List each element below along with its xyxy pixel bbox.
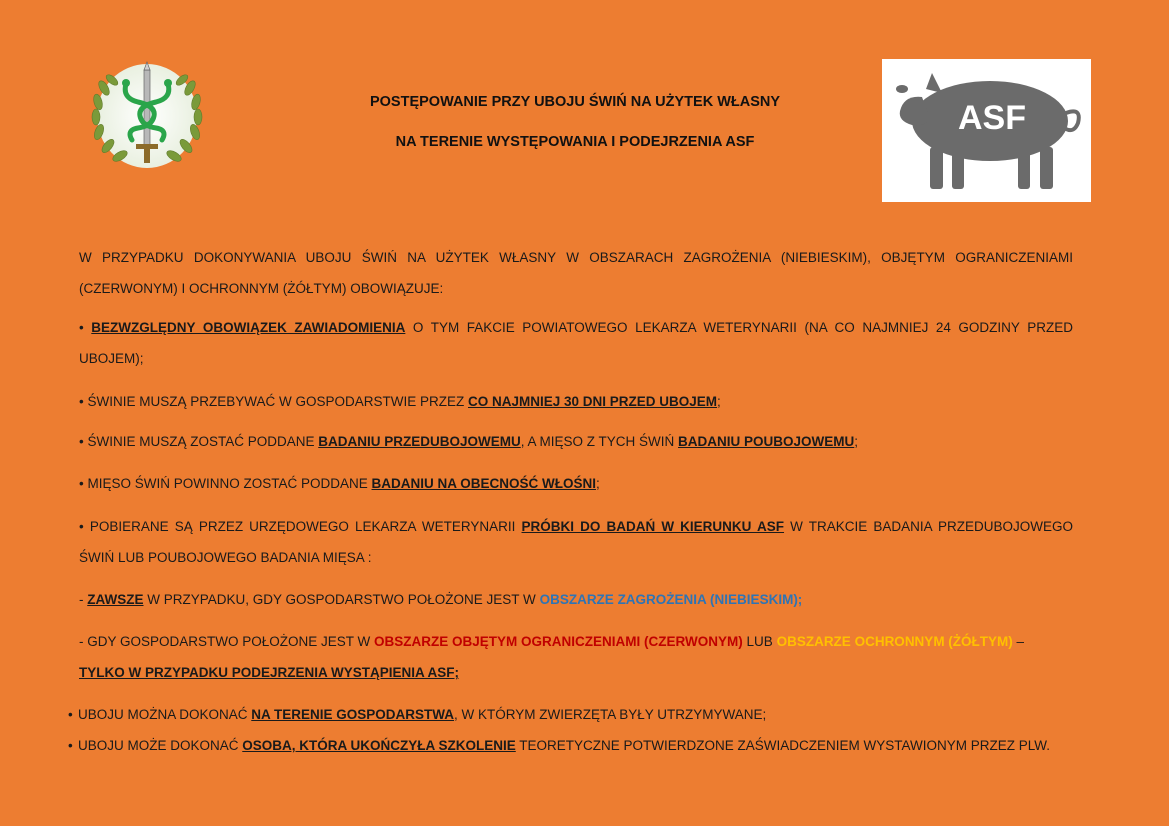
list-item: • POBIERANE SĄ PRZEZ URZĘDOWEGO LEKARZA WETERYNARII PRÓBKI DO BADAŃ W KIERUNKU ASF W TRAKCIE BADANIA PRZEDUBOJOWEGO ŚWIŃ LUB POUBOJOWEGO BADANIA MIĘSA : bbox=[79, 519, 1073, 565]
list-item: - ZAWSZE W PRZYPADKU, GDY GOSPODARSTWO POŁOŻONE JEST W OBSZARZE ZAGROŻENIA (NIEBIESKIM); bbox=[79, 592, 803, 607]
veterinary-inspection-logo bbox=[82, 58, 212, 174]
asf-pig-logo bbox=[882, 59, 1091, 202]
page-title-line-1: POSTĘPOWANIE PRZY UBOJU ŚWIŃ NA UŻYTEK WŁASNY bbox=[369, 94, 781, 110]
list-item: - GDY GOSPODARSTWO POŁOŻONE JEST W OBSZARZE OBJĘTYM OGRANICZENIAMI (CZERWONYM) LUB OBSZARZE OCHRONNYM (ŻÓŁTYM) – TYLKO W PRZYPADKU PODEJRZENIA WYSTĄPIENIA ASF; bbox=[79, 634, 1025, 680]
list-item: • UBOJU MOŻNA DOKONAĆ NA TERENIE GOSPODARSTWA, W KTÓRYM ZWIERZĘTA BYŁY UTRZYMYWANE; bbox=[68, 707, 767, 722]
emphasis-notification: BEZWZGLĘDNY OBOWIĄZEK ZAWIADOMIENIA bbox=[91, 320, 406, 335]
asf-logo-text: ASF bbox=[958, 99, 1026, 137]
emphasis-always: ZAWSZE bbox=[87, 592, 144, 607]
intro-paragraph: W PRZYPADKU DOKONYWANIA UBOJU ŚWIŃ NA UŻYTEK WŁASNY W OBSZARACH ZAGROŻENIA (NIEBIESKIM), OBJĘTYM OGRANICZENIAMI (CZERWONYM) I OCHRONNYM (ŻÓŁTYM) OBOWIĄZUJE: bbox=[79, 250, 1073, 296]
list-item: • BEZWZGLĘDNY OBOWIĄZEK ZAWIADOMIENIA O TYM FAKCIE POWIATOWEGO LEKARZA WETERYNARII (NA CO NAJMNIEJ 24 GODZINY PRZED UBOJEM); bbox=[79, 320, 1073, 366]
blue-zone-label: OBSZARZE ZAGROŻENIA (NIEBIESKIM); bbox=[539, 592, 803, 607]
emphasis-trichinella: BADANIU NA OBECNOŚĆ WŁOŚNI bbox=[371, 476, 596, 491]
list-item: • ŚWINIE MUSZĄ ZOSTAĆ PODDANE BADANIU PRZEDUBOJOWEMU, A MIĘSO Z TYCH ŚWIŃ BADANIU POUBOJOWEMU; bbox=[79, 434, 859, 449]
list-item: • MIĘSO ŚWIŃ POWINNO ZOSTAĆ PODDANE BADANIU NA OBECNOŚĆ WŁOŚNI; bbox=[79, 476, 600, 491]
page-title-line-2: NA TERENIE WYSTĘPOWANIA I PODEJRZENIA ASF bbox=[395, 134, 755, 150]
list-item: • ŚWINIE MUSZĄ PRZEBYWAĆ W GOSPODARSTWIE PRZEZ CO NAJMNIEJ 30 DNI PRZED UBOJEM; bbox=[79, 394, 721, 409]
emphasis-post-slaughter: BADANIU POUBOJOWEMU bbox=[678, 434, 855, 449]
emphasis-asf-samples: PRÓBKI DO BADAŃ W KIERUNKU ASF bbox=[521, 519, 785, 534]
emphasis-suspicion-only: TYLKO W PRZYPADKU PODEJRZENIA WYSTĄPIENIA ASF; bbox=[79, 665, 460, 680]
yellow-zone-label: OBSZARZE OCHRONNYM (ŻÓŁTYM) bbox=[776, 634, 1013, 649]
emphasis-trained-person: OSOBA, KTÓRA UKOŃCZYŁA SZKOLENIE bbox=[242, 738, 516, 753]
list-item: • UBOJU MOŻE DOKONAĆ OSOBA, KTÓRA UKOŃCZYŁA SZKOLENIE TEORETYCZNE POTWIERDZONE ZAŚWIADCZENIEM WYSTAWIONYM PRZEZ PLW. bbox=[68, 738, 1051, 753]
red-zone-label: OBSZARZE OBJĘTYM OGRANICZENIAMI (CZERWONYM) bbox=[374, 634, 743, 649]
emphasis-pre-slaughter: BADANIU PRZEDUBOJOWEMU bbox=[318, 434, 521, 449]
emphasis-30-days: CO NAJMNIEJ 30 DNI PRZED UBOJEM bbox=[468, 394, 718, 409]
emphasis-on-farm: NA TERENIE GOSPODARSTWA bbox=[251, 707, 455, 722]
